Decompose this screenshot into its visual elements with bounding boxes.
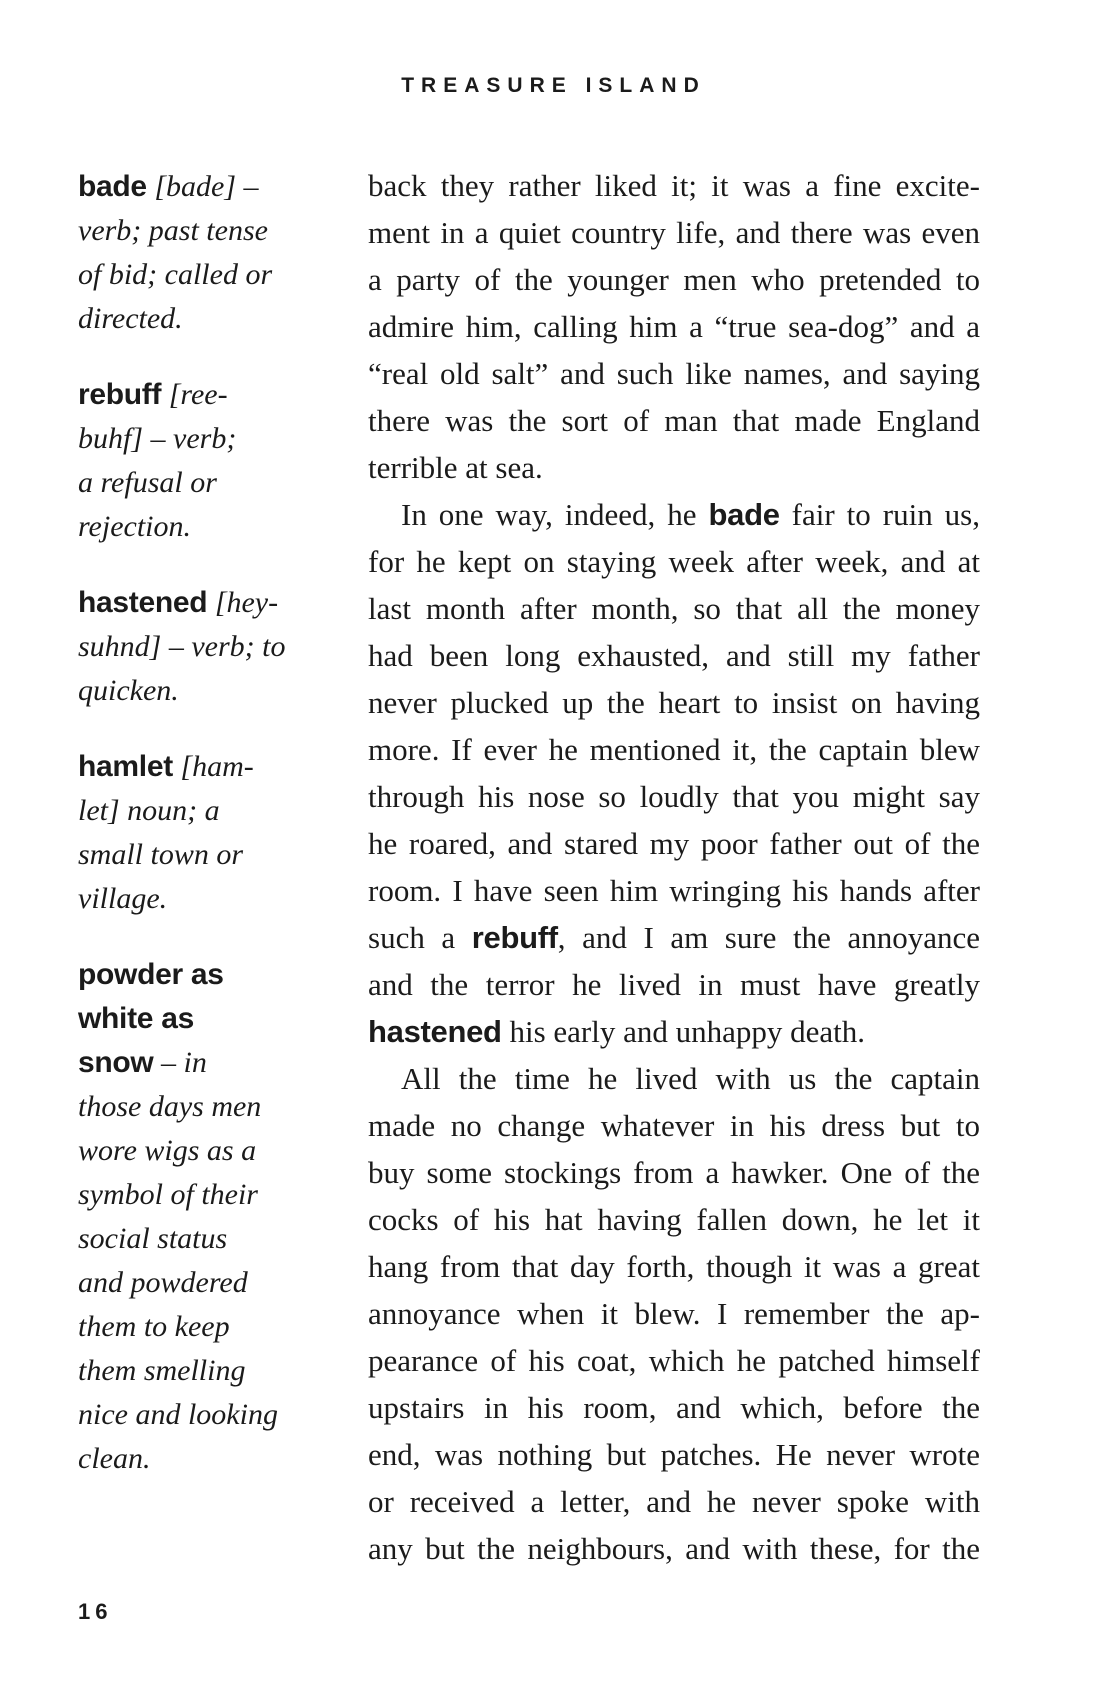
definition-text: them smelling — [78, 1354, 246, 1387]
text-run: end, was nothing but patches. He never wrote — [368, 1437, 980, 1472]
text-run: for he kept on staying week after week, and at — [368, 544, 980, 579]
glossary-line — [78, 1349, 338, 1393]
text-run: through his nose so loudly that you might say — [368, 779, 980, 814]
text-run: , and I am sure the annoyance — [557, 920, 980, 955]
text-run: a party of the younger men who pretended to — [368, 262, 980, 297]
text-run: never plucked up the heart to insist on having — [368, 685, 980, 720]
text-run: he roared, and stared my poor father out of the — [368, 826, 980, 861]
text-line — [368, 538, 980, 585]
text-line — [368, 303, 980, 350]
text-run: pearance of his coat, which he patched himself — [368, 1343, 980, 1378]
definition-text: village. — [78, 882, 168, 915]
glossary-line — [78, 165, 338, 209]
text-line — [368, 773, 980, 820]
text-run: ment in a quiet country life, and there was even — [368, 215, 980, 250]
page-number: 16 — [78, 1599, 113, 1624]
glossary-line — [78, 1085, 338, 1129]
text-run: admire him, calling him a “true sea-dog” and a — [368, 309, 980, 344]
vocab-term: rebuff — [78, 378, 162, 411]
glossary-line — [78, 373, 338, 417]
definition-text: – in — [153, 1046, 207, 1079]
glossary-line — [78, 1305, 338, 1349]
glossary-line — [78, 789, 338, 833]
text-run: upstairs in his room, and which, before the — [368, 1390, 980, 1425]
definition-text: wore wigs as a — [78, 1134, 257, 1167]
text-line — [368, 1055, 980, 1102]
glossary-sidebar — [78, 165, 338, 1513]
vocab-term: hastened — [78, 586, 208, 619]
text-line — [368, 914, 980, 961]
glossary-line — [78, 1129, 338, 1173]
text-run: All the time he lived with us the captain — [401, 1061, 980, 1096]
definition-text: of bid; called or — [78, 258, 273, 291]
text-line — [368, 256, 980, 303]
text-run: made no change whatever in his dress but to — [368, 1108, 980, 1143]
text-run: more. If ever he mentioned it, the captain blew — [368, 732, 980, 767]
text-run: hang from that day forth, though it was a great — [368, 1249, 980, 1284]
glossary-line — [78, 833, 338, 877]
text-run: such a — [368, 920, 472, 955]
text-run: and the terror he lived in must have greatly — [368, 967, 980, 1002]
text-run: cocks of his hat having fallen down, he let it — [368, 1202, 980, 1237]
definition-text: [hey- — [207, 586, 279, 619]
text-line — [368, 961, 980, 1008]
glossary-line — [78, 1217, 338, 1261]
definition-text: clean. — [78, 1442, 151, 1475]
text-run: had been long exhausted, and still my father — [368, 638, 980, 673]
glossary-line — [78, 745, 338, 789]
text-line — [368, 1337, 980, 1384]
glossary-line — [78, 1393, 338, 1437]
text-line — [368, 162, 980, 209]
text-line — [368, 209, 980, 256]
text-run: “real old salt” and such like names, and saying — [368, 356, 980, 391]
text-line — [368, 632, 980, 679]
text-line — [368, 1431, 980, 1478]
glossary-entry-rebuff — [78, 373, 338, 549]
glossary-entry-bade — [78, 165, 338, 341]
glossary-line — [78, 297, 338, 341]
glossary-line — [78, 461, 338, 505]
glossary-line — [78, 253, 338, 297]
text-line — [368, 867, 980, 914]
glossary-line — [78, 1261, 338, 1305]
glossary-line — [78, 953, 338, 997]
text-run: any but the neighbours, and with these, for the — [368, 1531, 980, 1566]
vocab-term-inline: rebuff — [471, 920, 558, 955]
glossary-line — [78, 669, 338, 713]
glossary-line — [78, 417, 338, 461]
text-run: buy some stockings from a hawker. One of the — [368, 1155, 980, 1190]
text-line — [368, 1196, 980, 1243]
text-line — [368, 1384, 980, 1431]
text-line — [368, 1478, 980, 1525]
definition-text: [bade] – — [146, 170, 259, 203]
body-text — [368, 162, 980, 1572]
glossary-entry-powder-as-white-as-snow — [78, 953, 338, 1481]
glossary-entry-hamlet — [78, 745, 338, 921]
definition-text: verb; past tense — [78, 214, 268, 247]
text-run: annoyance when it blew. I remember the ap- — [368, 1296, 980, 1331]
glossary-line — [78, 209, 338, 253]
definition-text: nice and looking — [78, 1398, 278, 1431]
text-run: room. I have seen him wringing his hands after — [368, 873, 980, 908]
page-header: TREASURE ISLAND — [401, 74, 706, 97]
text-run: or received a letter, and he never spoke with — [368, 1484, 980, 1519]
text-run: there was the sort of man that made England — [368, 403, 980, 438]
definition-text: small town or — [78, 838, 244, 871]
definition-text: [ree- — [161, 378, 228, 411]
text-line — [368, 585, 980, 632]
text-line — [368, 1525, 980, 1572]
glossary-line — [78, 1173, 338, 1217]
glossary-line — [78, 505, 338, 549]
glossary-line — [78, 625, 338, 669]
text-run: terrible at sea. — [368, 450, 543, 485]
definition-text: quicken. — [78, 674, 179, 707]
glossary-line — [78, 877, 338, 921]
definition-text: them to keep — [78, 1310, 230, 1343]
text-line — [368, 1008, 980, 1055]
definition-text: symbol of their — [78, 1178, 258, 1211]
text-line — [368, 397, 980, 444]
text-run: his early and unhappy death. — [501, 1014, 865, 1049]
text-run: fair to ruin us, — [779, 497, 980, 532]
glossary-line — [78, 581, 338, 625]
definition-text: and powdered — [78, 1266, 248, 1299]
definition-text: those days men — [78, 1090, 262, 1123]
glossary-line — [78, 1437, 338, 1481]
glossary-line — [78, 997, 338, 1041]
text-run: back they rather liked it; it was a fine excite- — [368, 168, 980, 203]
text-line — [368, 820, 980, 867]
text-line — [368, 491, 980, 538]
text-line — [368, 350, 980, 397]
text-line — [368, 1290, 980, 1337]
vocab-term: powder as — [78, 958, 224, 991]
vocab-term: hamlet — [78, 750, 173, 783]
vocab-term-inline: hastened — [368, 1014, 502, 1049]
text-line — [368, 1243, 980, 1290]
definition-text: rejection. — [78, 510, 192, 543]
definition-text: a refusal or — [78, 466, 217, 499]
definition-text: suhnd] – verb; to — [78, 630, 286, 663]
definition-text: let] noun; a — [78, 794, 220, 827]
text-line — [368, 679, 980, 726]
definition-text: social status — [78, 1222, 228, 1255]
vocab-term: bade — [78, 170, 147, 203]
vocab-term: white as — [78, 1002, 194, 1035]
definition-text: directed. — [78, 302, 183, 335]
text-line — [368, 1102, 980, 1149]
glossary-line — [78, 1041, 338, 1085]
vocab-term: snow — [78, 1046, 154, 1079]
glossary-entry-hastened — [78, 581, 338, 713]
text-line — [368, 726, 980, 773]
text-line — [368, 444, 980, 491]
definition-text: buhf] – verb; — [78, 422, 237, 455]
text-run: last month after month, so that all the money — [368, 591, 980, 626]
text-line — [368, 1149, 980, 1196]
vocab-term-inline: bade — [708, 497, 780, 532]
text-run: In one way, indeed, he — [401, 497, 709, 532]
definition-text: [ham- — [172, 750, 254, 783]
